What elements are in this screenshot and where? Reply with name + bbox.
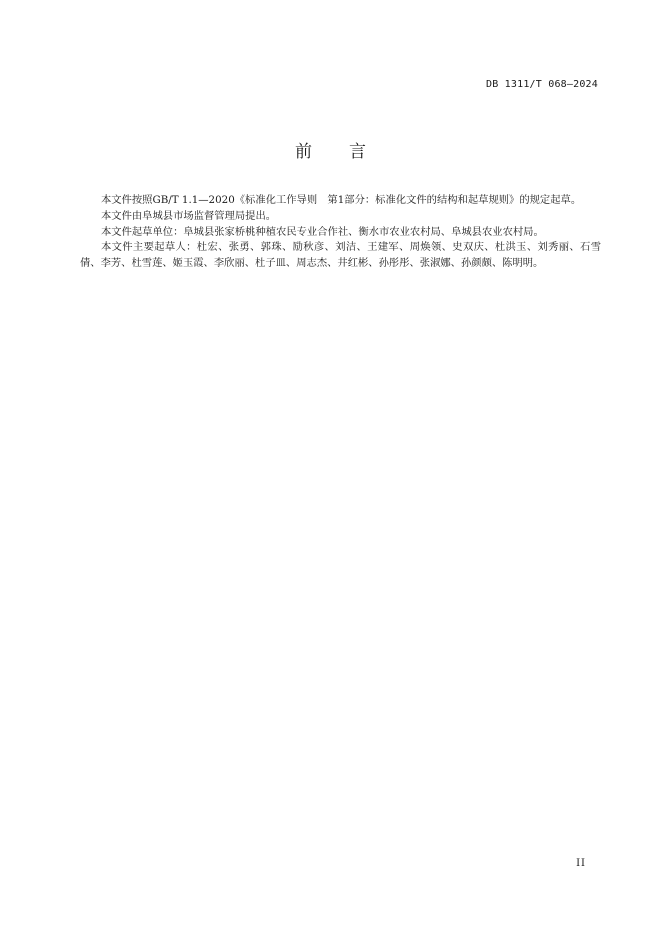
page-number: II — [576, 858, 586, 869]
paragraph-drafting-units: 本文件起草单位：阜城县张家桥桃种植农民专业合作社、衡水市农业农村局、阜城县农业农村局。 — [101, 225, 544, 238]
standard-code: DB 1311/T 068—2024 — [486, 79, 598, 90]
paragraph-drafting-basis: 本文件按照GB/T 1.1—2020《标准化工作导则 第1部分：标准化文件的结构和起草规则》的规定起草。 — [101, 194, 582, 206]
paragraph-drafters: 本文件主要起草人：杜宏、张勇、郭珠、励秋彦、刘洁、王建军、周焕领、史双庆、杜洪玉、刘秀丽、石雪倩、李芳、杜雪莲、姬玉霞、李欣丽、杜子皿、周志杰、井红彬、孙彤彤、张淑娜、孙颜颇、陈明明。 — [80, 241, 601, 270]
page-title: 前 言 — [295, 142, 367, 162]
paragraph-proposer: 本文件由阜城县市场监督管理局提出。 — [101, 209, 277, 222]
document-body — [80, 193, 601, 272]
